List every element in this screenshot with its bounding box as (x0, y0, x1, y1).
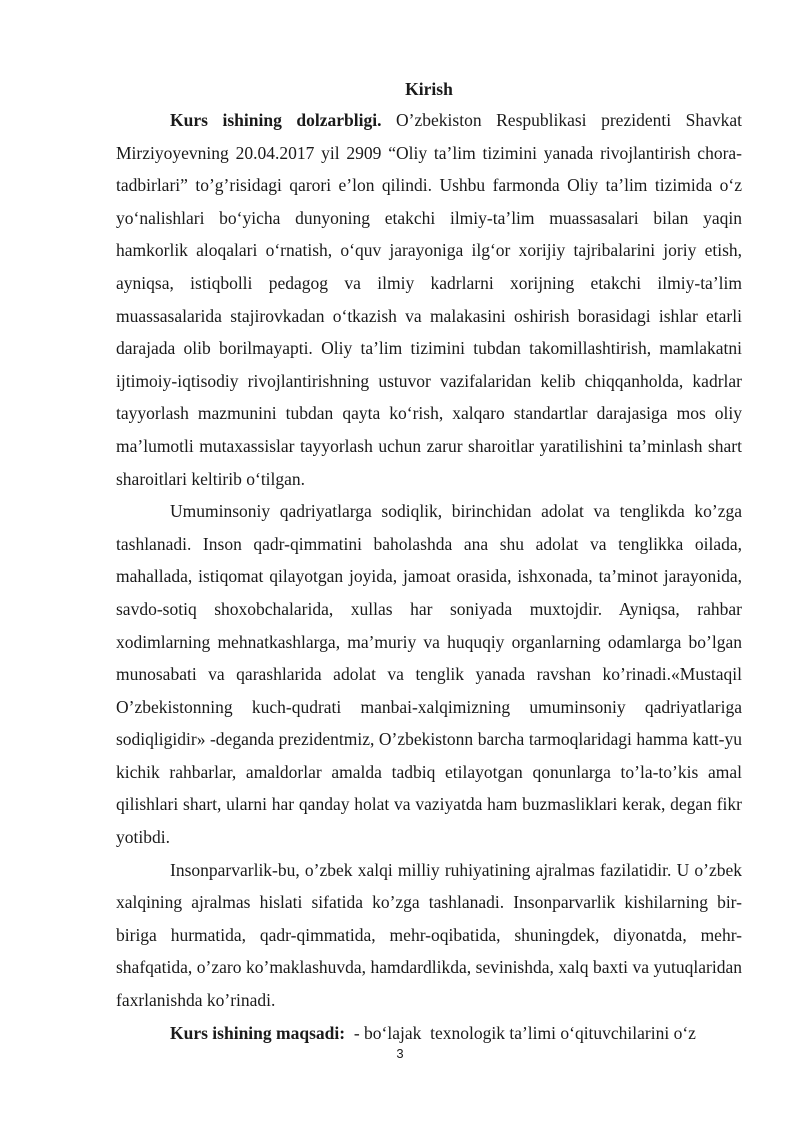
paragraph-universal-values (116, 495, 742, 854)
paragraph-humanism (116, 854, 742, 1017)
paragraph-text: - bo‘lajak texnologik ta’limi o‘qituvchilarini o‘z (345, 1022, 696, 1043)
paragraph-lead: Kurs ishining maqsadi: (170, 1022, 346, 1043)
paragraph-text: Insonparvarlik-bu, o’zbek xalqi milliy ruhiyatining ajralmas fazilatidir. U o’zbek xalqining ajralmas hislati sifatida ko’zga tashlanadi. Insonparvarlik kishilarning bir-biriga hurmatida, qadr-qimmatida, mehr-oqibatida, shuningdek, diyonatda, mehr-shafqatida, o’zaro ko’maklashuvda, hamdardlikda, sevinishda, xalq baxti va yutuqlaridan faxrlanishda ko’rinadi. (116, 859, 742, 1011)
paragraph-text: O’zbekiston Respublikasi prezidenti Shavkat Mirziyoyevning 20.04.2017 yil 2909 “Oliy ta’lim tizimini yanada rivojlantirish chora-tadbirlari” to’g’risidagi qarori e’lon qilindi. Ushbu farmonda Oliy ta’lim tizimida o‘z yo‘nalishlari bo‘yicha dunyoning etakchi ilmiy-ta’lim muassasalari bilan yaqin hamkorlik aloqalari o‘rnatish, o‘quv jarayoniga ilg‘or xorijiy tajribalarini joriy etish, ayniqsa, istiqbolli pedagog va ilmiy kadrlarni xorijning etakchi ilmiy-ta’lim muassasalarida stajirovkadan o‘tkazish va malakasini oshirish borasidagi ishlar etarli darajada olib borilmayapti. Oliy ta’lim tizimini tubdan takomillashtirish, mamlakatni ijtimoiy-iqtisodiy rivojlantirishning ustuvor vazifalaridan kelib chiqqanholda, kadrlar tayyorlash mazmunini tubdan qayta ko‘rish, xalqaro standartlar darajasiga mos oliy ma’lumotli mutaxassislar tayyorlash uchun zarur sharoitlar yaratilishini ta’minlash shart sharoitlari keltirib o‘tilgan. (116, 110, 743, 489)
paragraph-lead: Kurs ishining dolzarbligi. (170, 110, 382, 130)
paragraph-relevance (116, 104, 742, 495)
page-title: Kirish (405, 79, 453, 99)
document-page (116, 74, 742, 1049)
paragraph-goal (116, 1017, 742, 1050)
paragraph-text: Umuminsoniy qadriyatlarga sodiqlik, birinchidan adolat va tenglikda ko’zga tashlanadi. Inson qadr-qimmatini baholashda ana shu adolat va tenglikka oilada, mahallada, istiqomat qilayotgan joyida, jamoat orasida, ishxonada, ta’minot jarayonida, savdo-sotiq shoxobchalarida, xullas har soniyada muxtojdir. Ayniqsa, rahbar xodimlarning mehnatkashlarga, ma’muriy va huquqiy organlarning odamlarga bo’lgan munosabati va qarashlarida adolat va tenglik yanada ravshan ko’rinadi.«Mustaqil O’zbekistonning kuch-qudrati manbai-xalqimizning umuminsoniy qadriyatlariga sodiqligidir» -deganda prezidentmiz, O’zbekistonn barcha tarmoqlaridagi hamma katt-yu kichik rahbarlar, amaldorlar amalda tadbiq etilayotgan qonunlarga to’la-to’kis amal qilishlari shart, ularni har qanday holat va vaziyatda ham buzmasliklari kerak, degan fikr yotibdi. (116, 501, 742, 848)
page-number: 3 (396, 1046, 404, 1061)
